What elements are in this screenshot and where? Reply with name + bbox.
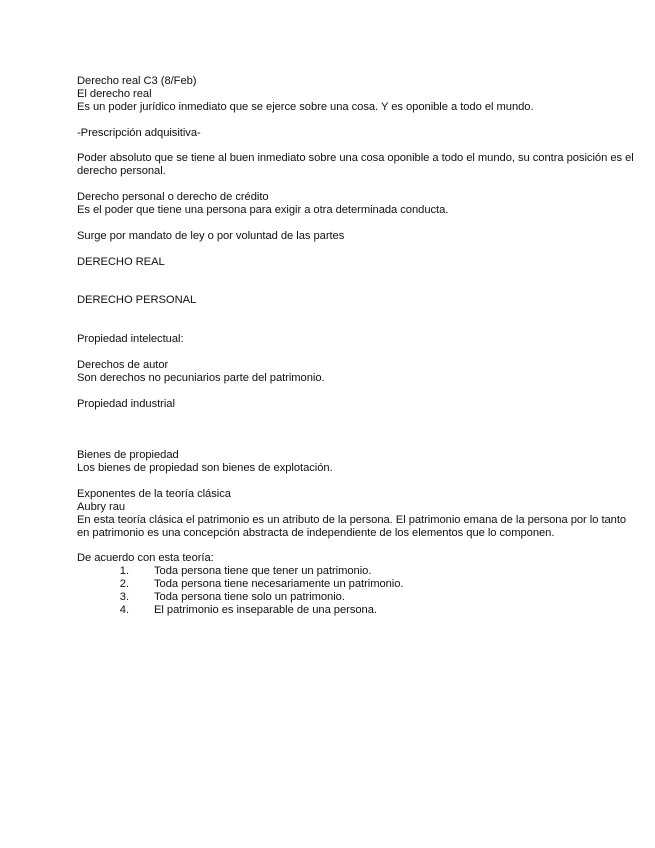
teoria-heading: Exponentes de la teoría clásica	[77, 487, 231, 500]
poder-absoluto-paragraph: Poder absoluto que se tiene al buen inmediato sobre una cosa oponible a todo el mundo, su contra posición es el derecho personal.	[77, 152, 634, 178]
derecho-personal-caps: DERECHO PERSONAL	[77, 294, 197, 307]
bienes-definition: Los bienes de propiedad son bienes de explotación.	[77, 462, 333, 475]
spacer	[77, 269, 637, 295]
derecho-real-definition: Es un poder jurídico inmediato que se ejerce sobre una cosa. Y es oponible a todo el mundo.	[77, 100, 534, 113]
teoria-paragraph: En esta teoría clásica el patrimonio es un atributo de la persona. El patrimonio emana de la persona por lo tanto en patrimonio es una concepción abstracta de independiente de los elementos que lo componen.	[77, 513, 627, 539]
derechos-autor-definition: Son derechos no pecuniarios parte del patrimonio.	[77, 371, 325, 384]
list-item-text: Toda persona tiene solo un patrimonio.	[154, 591, 345, 604]
spacer	[77, 385, 637, 398]
acuerdo-intro: De acuerdo con esta teoría:	[77, 552, 214, 565]
surge-line: Surge por mandato de ley o por voluntad de las partes	[77, 229, 345, 242]
propiedad-industrial-heading: Propiedad industrial	[77, 397, 175, 410]
list-item-text: Toda persona tiene que tener un patrimonio.	[154, 565, 372, 578]
spacer	[77, 475, 637, 488]
list-item	[77, 591, 637, 604]
derecho-personal-definition: Es el poder que tiene una persona para exigir a otra determinada conducta.	[77, 204, 449, 217]
list-item-text: Toda persona tiene necesariamente un patrimonio.	[154, 578, 404, 591]
derecho-real-heading: El derecho real	[77, 87, 152, 100]
spacer	[77, 539, 637, 552]
derecho-real-caps: DERECHO REAL	[77, 255, 165, 268]
list-item-number: 3.	[119, 591, 129, 604]
spacer	[77, 140, 637, 153]
spacer	[77, 178, 637, 191]
teoria-author: Aubry rau	[77, 500, 126, 513]
bienes-heading: Bienes de propiedad	[77, 449, 179, 462]
document-title: Derecho real C3 (8/Feb)	[77, 75, 197, 87]
document-page	[77, 75, 637, 617]
list-item-number: 4.	[119, 603, 129, 616]
list-item-number: 1.	[119, 565, 129, 578]
numbered-list	[77, 565, 637, 617]
list-item	[77, 578, 637, 591]
list-item-text: El patrimonio es inseparable de una persona.	[154, 603, 377, 616]
spacer	[77, 243, 637, 256]
spacer	[77, 346, 637, 359]
derechos-autor-heading: Derechos de autor	[77, 358, 169, 371]
spacer	[77, 217, 637, 230]
list-item	[77, 604, 637, 617]
list-item	[77, 565, 637, 578]
list-item-number: 2.	[119, 578, 129, 591]
prescripcion-label: -Prescripción adquisitiva-	[77, 126, 201, 139]
spacer	[77, 307, 637, 333]
propiedad-intelectual-heading: Propiedad intelectual:	[77, 333, 184, 346]
derecho-personal-heading: Derecho personal o derecho de crédito	[77, 191, 269, 204]
spacer	[77, 114, 637, 127]
spacer	[77, 410, 637, 449]
